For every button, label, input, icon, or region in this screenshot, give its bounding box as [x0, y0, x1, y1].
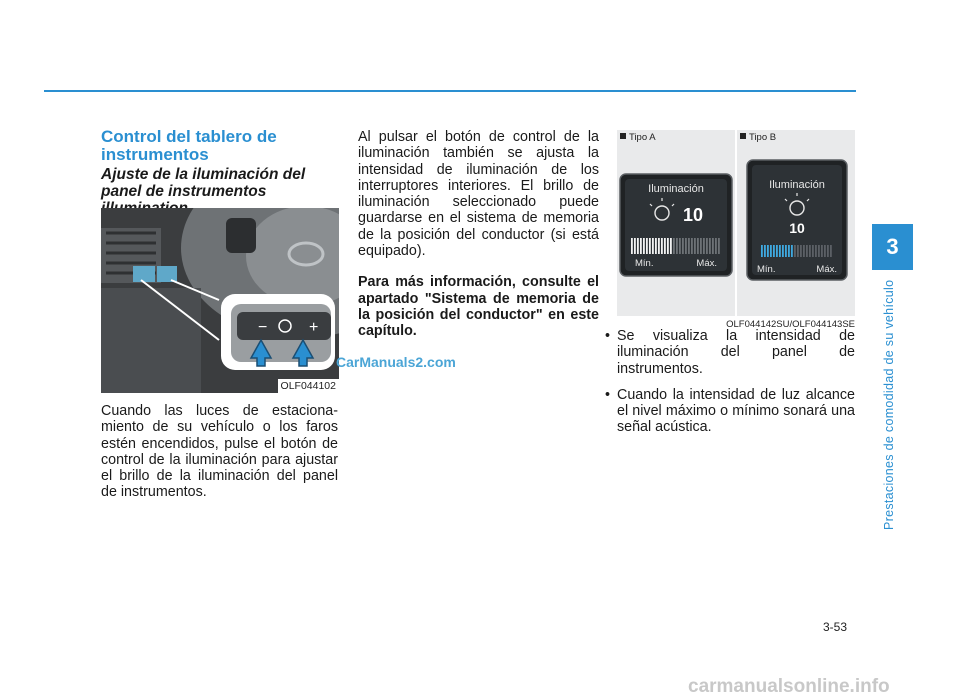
plus-symbol: + — [309, 319, 319, 336]
level-segment — [788, 245, 790, 257]
level-segment — [800, 245, 802, 257]
level-value: 10 — [789, 220, 805, 236]
column2-text — [358, 129, 599, 340]
level-segment — [661, 238, 663, 254]
level-segment — [773, 245, 775, 257]
cluster-illumination-figure — [617, 130, 855, 316]
level-segment — [830, 245, 832, 257]
level-segment — [779, 245, 781, 257]
level-segment — [815, 245, 817, 257]
level-segment — [679, 238, 681, 254]
level-segment — [673, 238, 675, 254]
level-segment — [688, 238, 690, 254]
level-segment — [694, 238, 696, 254]
column1-paragraph: Cuando las luces de estaciona-miento de su vehículo o los faros estén encendidos, pulse el botón de control de la iluminación para ajustar el brillo de la iluminación del panel de instrumentos. — [101, 403, 338, 501]
figure-code: OLF044102 — [278, 379, 339, 393]
column1-text — [101, 403, 338, 501]
bullet-item: • Se visualiza la intensidad de iluminación del panel de instrumentos. — [601, 328, 855, 377]
level-segment — [770, 245, 772, 257]
top-rule — [44, 90, 856, 92]
column2-bold-paragraph: Para más información, consulte el apartado "Sistema de memoria de la posición del conductor" en este capítulo. — [358, 274, 599, 340]
level-segment — [646, 238, 648, 254]
figure2-code: OLF044142SU/OLF044143SE — [726, 319, 855, 330]
level-value: 10 — [683, 205, 704, 225]
level-segment — [821, 245, 823, 257]
max-label: Máx. — [696, 258, 717, 269]
dashboard-illustration — [101, 208, 339, 393]
level-segment — [797, 245, 799, 257]
level-segment — [652, 238, 654, 254]
level-segment — [767, 245, 769, 257]
max-label: Máx. — [816, 264, 837, 275]
level-segment — [782, 245, 784, 257]
level-segment — [715, 238, 717, 254]
level-segment — [664, 238, 666, 254]
level-segment — [649, 238, 651, 254]
dashboard-illumination-photo — [101, 208, 339, 393]
level-segment — [806, 245, 808, 257]
level-segment — [637, 238, 639, 254]
page-number: 3-53 — [823, 620, 848, 634]
level-segment — [658, 238, 660, 254]
level-segment — [640, 238, 642, 254]
level-segment — [709, 238, 711, 254]
minus-symbol: − — [258, 319, 268, 336]
panel-title: Iluminación — [648, 183, 704, 195]
level-segment — [712, 238, 714, 254]
level-segment — [682, 238, 684, 254]
level-segment — [697, 238, 699, 254]
bullet-item: • Cuando la intensidad de luz alcance el nivel máximo o mínimo sonará una señal acústica. — [601, 387, 855, 436]
chapter-tab: 3 — [872, 224, 913, 270]
level-segment — [812, 245, 814, 257]
min-label: Mín. — [757, 264, 776, 275]
bullet-list — [601, 328, 855, 446]
level-segment — [667, 238, 669, 254]
level-segment — [685, 238, 687, 254]
level-segment — [703, 238, 705, 254]
level-segment — [643, 238, 645, 254]
section-subtitle: Ajuste de la iluminación del panel de instrumentos — [101, 166, 306, 200]
level-segment — [761, 245, 763, 257]
level-segment — [634, 238, 636, 254]
level-segment — [691, 238, 693, 254]
watermark-site: carmanualsonline.info — [688, 676, 890, 697]
level-segment — [785, 245, 787, 257]
level-segment — [631, 238, 633, 254]
level-segment — [718, 238, 720, 254]
min-label: Mín. — [635, 258, 654, 269]
level-segment — [676, 238, 678, 254]
level-segment — [791, 245, 793, 257]
chapter-title: Prestaciones de comodidad de su vehículo — [882, 279, 896, 530]
level-segment — [776, 245, 778, 257]
level-segment — [670, 238, 672, 254]
column2-paragraph: Al pulsar el botón de control de la iluminación también se ajusta la intensidad de iluminación de los interruptores interiores. El brillo de iluminación seleccionado puede guardarse en el sistema de memoria de la posición del conductor (si está equipado). — [358, 129, 599, 260]
level-segment — [809, 245, 811, 257]
section-title: Control del tablero de instrumentos — [101, 127, 277, 164]
level-segment — [764, 245, 766, 257]
level-segment — [706, 238, 708, 254]
chapter-title-vertical — [882, 279, 960, 530]
level-segment — [794, 245, 796, 257]
level-segment — [803, 245, 805, 257]
panel-title: Iluminación — [769, 179, 825, 191]
type-b-panel — [737, 130, 855, 316]
type-b-label: Tipo B — [740, 132, 776, 143]
watermark-carmanuals: CarManuals2.com — [336, 354, 456, 370]
type-a-label: Tipo A — [620, 132, 656, 143]
level-segment — [824, 245, 826, 257]
type-a-panel — [617, 130, 735, 316]
level-segment — [818, 245, 820, 257]
level-segment — [655, 238, 657, 254]
level-segment — [700, 238, 702, 254]
level-segment — [827, 245, 829, 257]
